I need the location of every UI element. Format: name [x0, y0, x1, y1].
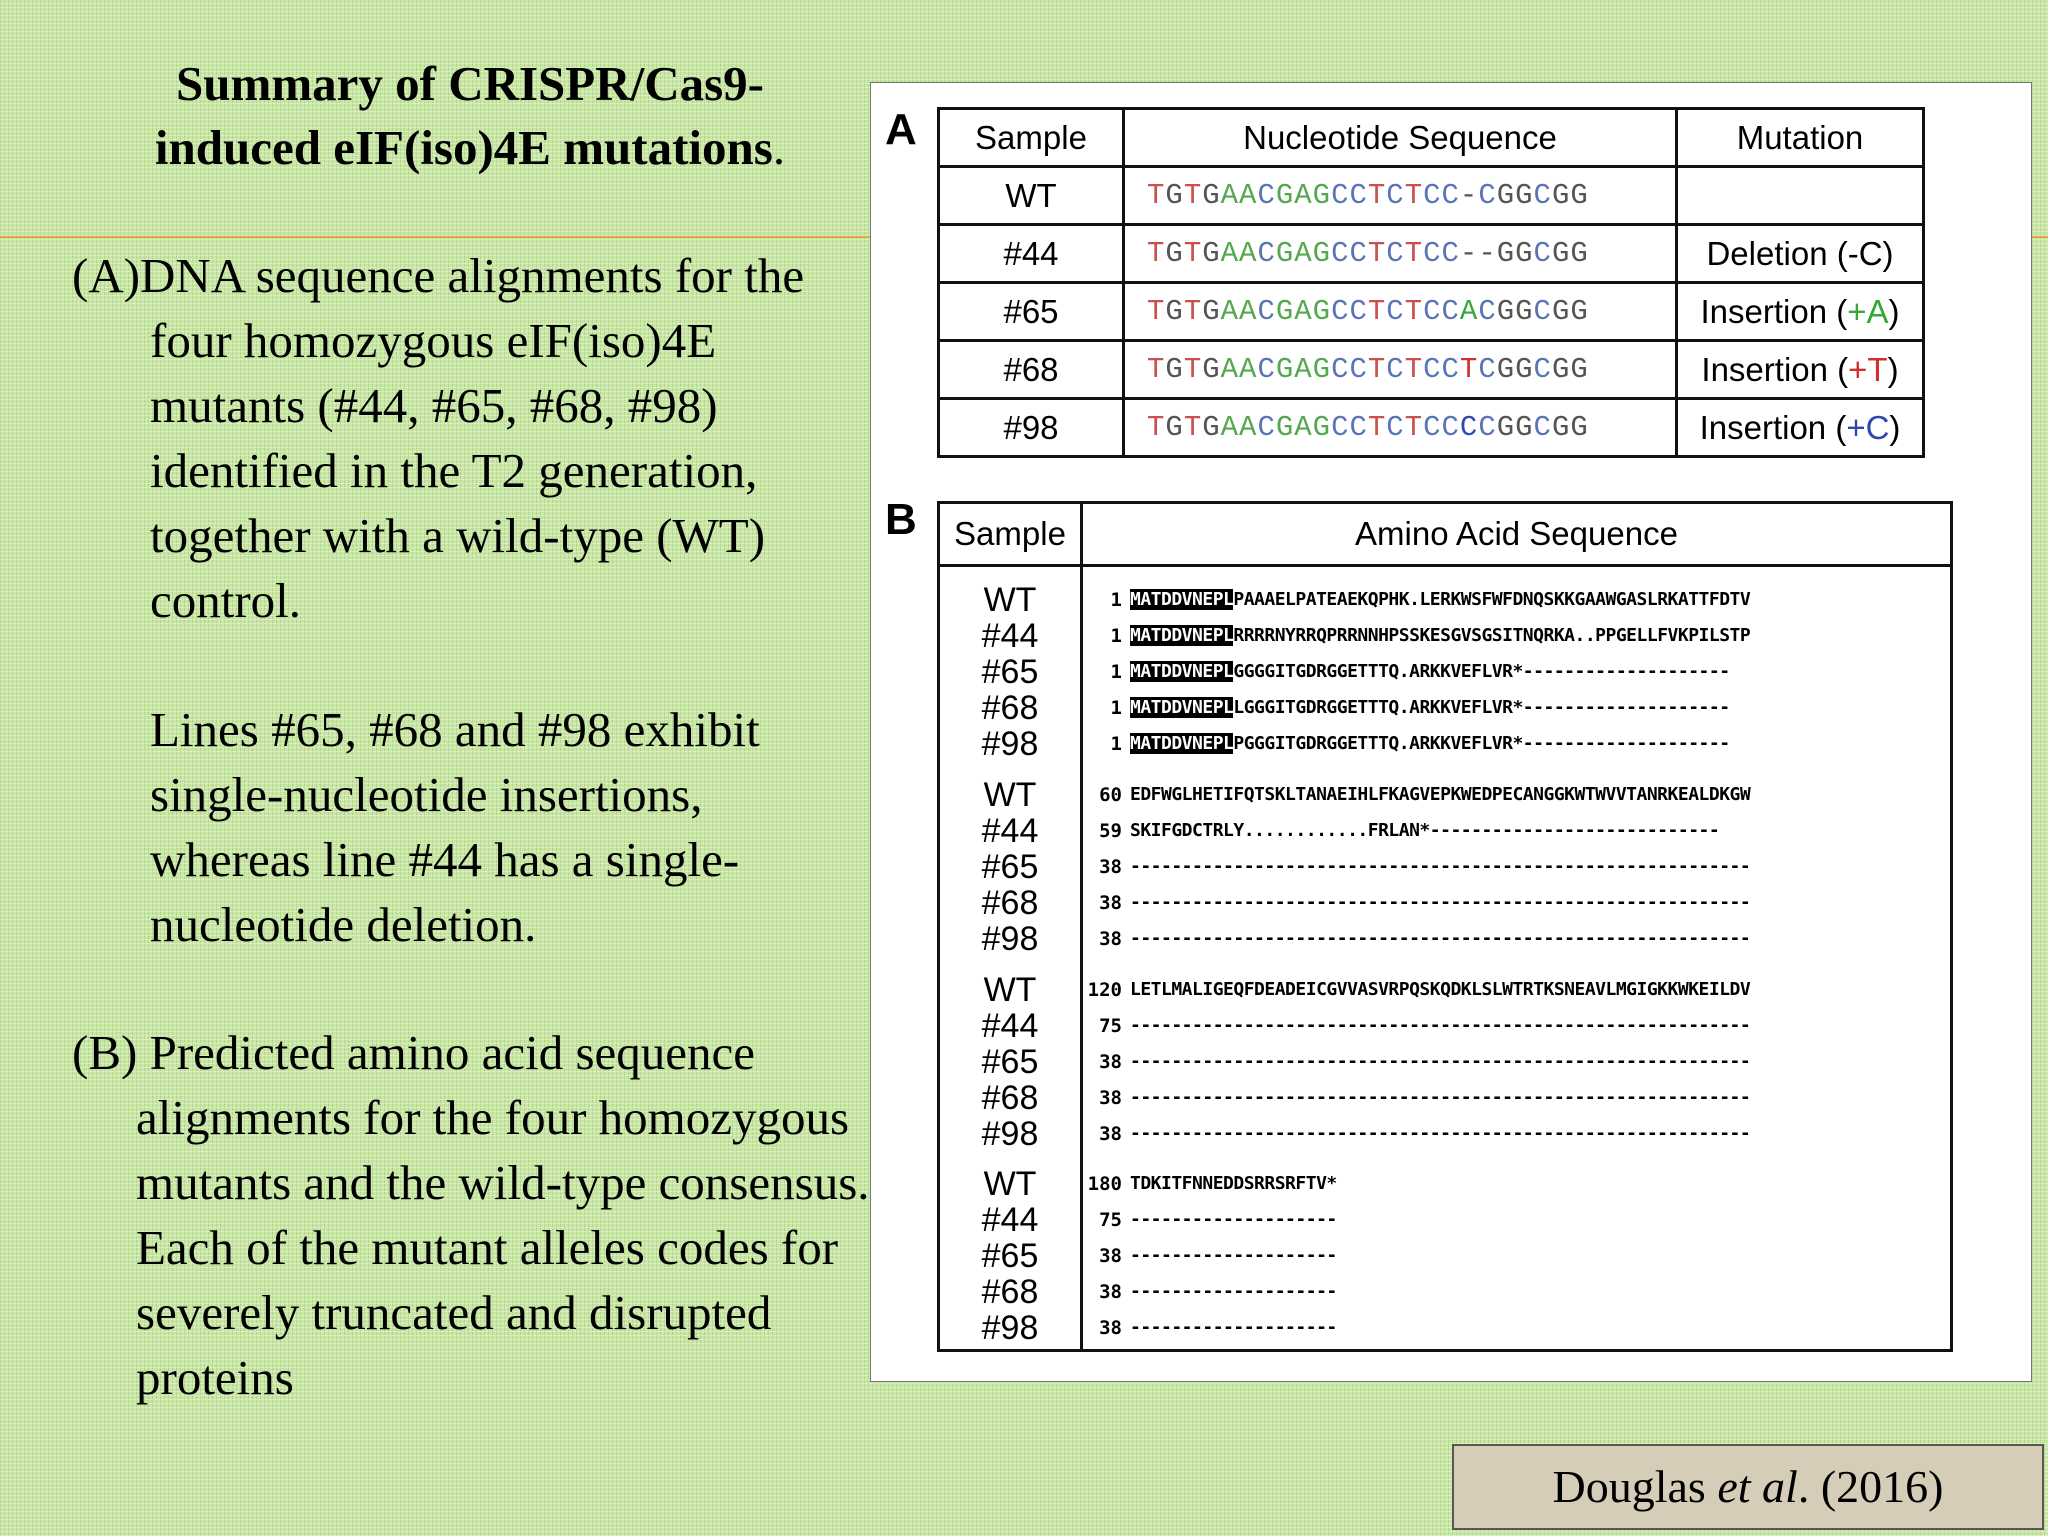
mutation-detail: +T	[1848, 350, 1888, 388]
aa-sample-label: #44	[981, 1007, 1039, 1045]
aa-sample-label: #68	[981, 689, 1039, 727]
nucleotide-row	[939, 167, 1924, 225]
aa-position: 60	[1099, 784, 1122, 806]
aa-sample-label: #65	[981, 653, 1039, 691]
mutation-cell	[1677, 341, 1924, 399]
aa-row	[940, 1080, 1950, 1116]
citation	[1452, 1444, 2044, 1530]
text-a-2: Lines #65, #68 and #98 exhibit single-nucleotide insertions, whereas line #44 has a single-nucleotide deletion.	[150, 702, 760, 952]
label-b: (B)	[72, 1025, 138, 1080]
amino-acid-alignment	[937, 501, 1953, 1352]
aa-sequence	[1130, 582, 1750, 618]
nucleotide-sequence: TGTGAACGAGCCTCTCCACGGCGG	[1124, 283, 1677, 341]
aa-position: 180	[1087, 1173, 1122, 1195]
aa-row	[940, 618, 1950, 654]
aa-conserved-highlight: MATDDVNEPL	[1130, 625, 1234, 646]
figure-panel	[870, 82, 2032, 1382]
aa-sample-label: #65	[981, 848, 1039, 886]
aa-sequence	[1130, 777, 1750, 813]
header-mutation: Mutation	[1677, 109, 1924, 167]
aa-sequence	[1130, 885, 1750, 921]
aa-conserved-highlight: MATDDVNEPL	[1130, 661, 1234, 682]
aa-row	[940, 582, 1950, 618]
citation-etal: et al	[1717, 1461, 1798, 1512]
header-sample: Sample	[939, 109, 1124, 167]
text-a: DNA sequence alignments for the four homozygous eIF(iso)4E mutants (#44, #65, #68, #98) identified in the T2 generation, together with a wild-type (WT) control.	[140, 248, 805, 628]
aa-block	[940, 972, 1950, 1152]
mutation-label: Insertion (	[1699, 408, 1847, 446]
label-a: (A)	[72, 248, 141, 303]
aa-sample-label: #98	[981, 1309, 1039, 1347]
aa-sequence	[1130, 1080, 1750, 1116]
aa-row	[940, 1274, 1950, 1310]
aa-row	[940, 1202, 1950, 1238]
nucleotide-row	[939, 225, 1924, 283]
aa-sample-label: #98	[981, 1115, 1039, 1153]
aa-row	[940, 1008, 1950, 1044]
aa-position: 1	[1110, 733, 1122, 755]
title-suffix: .	[772, 120, 786, 175]
aa-position: 1	[1110, 589, 1122, 611]
aa-row	[940, 777, 1950, 813]
panel-b-letter: B	[885, 495, 917, 544]
aa-header-sequence: Amino Acid Sequence	[1355, 515, 1678, 552]
aa-sequence	[1130, 1166, 1337, 1202]
aa-position: 38	[1099, 928, 1122, 950]
nucleotide-sequence: TGTGAACGAGCCTCTCC--GGCGG	[1124, 225, 1677, 283]
aa-sequence-text: LETLMALIGEQFDEADEICGVVASVRPQSKQDKLSLWTRTKSNEAVLMGIGKKWKEILDV	[1130, 979, 1751, 1000]
aa-sample-label: WT	[983, 1165, 1037, 1203]
nucleotide-table	[937, 107, 1925, 458]
aa-position: 75	[1099, 1209, 1122, 1231]
aa-position: 38	[1099, 1087, 1122, 1109]
aa-conserved-highlight: MATDDVNEPL	[1130, 733, 1234, 754]
nucleotide-row	[939, 399, 1924, 457]
nucleotide-sequence: TGTGAACGAGCCTCTCC-CGGCGG	[1124, 167, 1677, 225]
mutation-cell	[1677, 225, 1924, 283]
aa-row	[940, 654, 1950, 690]
aa-position: 120	[1087, 979, 1122, 1001]
aa-row	[940, 1238, 1950, 1274]
aa-sequence-text: PAAAELPATEAEKQPHK.LERKWSFWFDNQSKKGAAWGASLRKATTFDTV	[1233, 589, 1751, 610]
aa-sequence	[1130, 1238, 1337, 1274]
aa-sample-label: WT	[983, 581, 1037, 619]
aa-sample-label: #44	[981, 812, 1039, 850]
aa-block	[940, 1166, 1950, 1346]
aa-sequence	[1130, 1202, 1337, 1238]
aa-sequence-text: ------------------------------------------------------------	[1130, 892, 1751, 913]
nucleotide-sequence: TGTGAACGAGCCTCTCCTCGGCGG	[1124, 341, 1677, 399]
nucleotide-table-header	[939, 109, 1924, 167]
aa-row	[940, 813, 1950, 849]
nucleotide-sample: #98	[939, 399, 1124, 457]
aa-row	[940, 849, 1950, 885]
title-line-2: induced eIF(iso)4E mutations	[154, 120, 773, 175]
aa-conserved-highlight: MATDDVNEPL	[1130, 697, 1234, 718]
mutation-cell	[1677, 167, 1924, 225]
aa-sample-label: #68	[981, 884, 1039, 922]
slide-title	[100, 52, 840, 180]
aa-block	[940, 777, 1950, 957]
aa-row	[940, 1044, 1950, 1080]
aa-sample-label: #68	[981, 1273, 1039, 1311]
aa-sample-label: WT	[983, 776, 1037, 814]
aa-sample-label: #98	[981, 725, 1039, 763]
aa-sequence	[1130, 690, 1730, 726]
aa-sequence	[1130, 654, 1730, 690]
nucleotide-sample: #65	[939, 283, 1124, 341]
aa-sequence	[1130, 1274, 1337, 1310]
aa-sequence-text: EDFWGLHETIFQTSKLTANAEIHLFKAGVEPKWEDPECANGGKWTWVVTANRKEALDKGW	[1130, 784, 1751, 805]
title-line-1: Summary of CRISPR/Cas9-	[176, 56, 764, 111]
aa-sequence	[1130, 726, 1730, 762]
aa-position: 38	[1099, 1123, 1122, 1145]
nucleotide-sample: #44	[939, 225, 1124, 283]
aa-position: 38	[1099, 856, 1122, 878]
aa-sequence	[1130, 1310, 1337, 1346]
mutation-detail: +C	[1846, 408, 1890, 446]
nucleotide-row	[939, 283, 1924, 341]
nucleotide-sample: WT	[939, 167, 1124, 225]
aa-row	[940, 1166, 1950, 1202]
aa-sample-label: #65	[981, 1237, 1039, 1275]
aa-position: 38	[1099, 892, 1122, 914]
aa-position: 75	[1099, 1015, 1122, 1037]
aa-header-sample: Sample	[954, 515, 1066, 552]
aa-sequence-text: PGGGITGDRGGETTTQ.ARKKVEFLVR*--------------------	[1233, 733, 1730, 754]
mutation-cell	[1677, 283, 1924, 341]
mutation-label: Insertion (	[1701, 350, 1849, 388]
aa-sequence-text: ------------------------------------------------------------	[1130, 928, 1751, 949]
text-b: Predicted amino acid sequence alignments for the four homozygous mutants and the wild-type consensus. Each of the mutant alleles codes for severely truncated and disrupted proteins	[136, 1025, 870, 1405]
aa-conserved-highlight: MATDDVNEPL	[1130, 589, 1234, 610]
aa-sequence-text: --------------------	[1130, 1209, 1337, 1230]
aa-sequence-text: --------------------	[1130, 1281, 1337, 1302]
mutation-detail: +A	[1847, 292, 1889, 330]
aa-sequence-text: --------------------	[1130, 1245, 1337, 1266]
aa-position: 38	[1099, 1281, 1122, 1303]
aa-sequence-text: RRRRNYRRQPRRNNHPSSKESGVSGSITNQRKA..PPGELLFVKPILSTP	[1233, 625, 1751, 646]
aa-position: 38	[1099, 1245, 1122, 1267]
aa-sequence-text: ------------------------------------------------------------	[1130, 1123, 1751, 1144]
aa-sequence	[1130, 1008, 1750, 1044]
paragraph-b	[72, 1020, 872, 1410]
aa-row	[940, 1310, 1950, 1346]
aa-sequence-text: ------------------------------------------------------------	[1130, 1051, 1751, 1072]
aa-sequence-text: TDKITFNNEDDSRRSRFTV*	[1130, 1173, 1337, 1194]
aa-sequence	[1130, 618, 1750, 654]
aa-sequence-text: ------------------------------------------------------------	[1130, 856, 1751, 877]
aa-position: 38	[1099, 1051, 1122, 1073]
aa-position: 38	[1099, 1317, 1122, 1339]
citation-year: . (2016)	[1797, 1461, 1944, 1512]
aa-row	[940, 726, 1950, 762]
aa-sequence-text: SKIFGDCTRLY............FRLAN*----------------------------	[1130, 820, 1720, 841]
aa-position: 59	[1099, 820, 1122, 842]
aa-sequence-text: ------------------------------------------------------------	[1130, 1015, 1751, 1036]
aa-block	[940, 582, 1950, 762]
aa-sample-label: #44	[981, 1201, 1039, 1239]
aa-table-header	[940, 504, 1950, 567]
mutation-label: Deletion (-C)	[1706, 234, 1894, 272]
aa-sample-label: #65	[981, 1043, 1039, 1081]
aa-sequence	[1130, 921, 1750, 957]
mutation-end: )	[1888, 292, 1900, 330]
mutation-end: )	[1889, 408, 1901, 446]
aa-sequence	[1130, 849, 1750, 885]
aa-sequence-text: --------------------	[1130, 1317, 1337, 1338]
aa-sample-label: #44	[981, 617, 1039, 655]
paragraph-a	[72, 243, 872, 633]
aa-sequence-text: ------------------------------------------------------------	[1130, 1087, 1751, 1108]
mutation-cell	[1677, 399, 1924, 457]
mutation-label: Insertion (	[1700, 292, 1848, 330]
panel-a-letter: A	[885, 105, 917, 154]
aa-row	[940, 972, 1950, 1008]
aa-row	[940, 921, 1950, 957]
nucleotide-sample: #68	[939, 341, 1124, 399]
aa-sample-label: #98	[981, 920, 1039, 958]
aa-sample-label: WT	[983, 971, 1037, 1009]
aa-sequence-text: GGGGITGDRGGETTTQ.ARKKVEFLVR*--------------------	[1233, 661, 1730, 682]
aa-position: 1	[1110, 661, 1122, 683]
aa-row	[940, 690, 1950, 726]
nucleotide-row	[939, 341, 1924, 399]
aa-position: 1	[1110, 625, 1122, 647]
aa-sequence	[1130, 1116, 1750, 1152]
citation-author: Douglas	[1552, 1461, 1718, 1512]
aa-row	[940, 885, 1950, 921]
aa-sequence-text: LGGGITGDRGGETTTQ.ARKKVEFLVR*--------------------	[1233, 697, 1730, 718]
mutation-end: )	[1887, 350, 1899, 388]
aa-sequence	[1130, 1044, 1750, 1080]
aa-sequence	[1130, 813, 1719, 849]
aa-sequence	[1130, 972, 1750, 1008]
paragraph-a-2	[150, 697, 870, 957]
nucleotide-sequence: TGTGAACGAGCCTCTCCCCGGCGG	[1124, 399, 1677, 457]
aa-row	[940, 1116, 1950, 1152]
aa-sample-label: #68	[981, 1079, 1039, 1117]
header-nucleotide-sequence: Nucleotide Sequence	[1124, 109, 1677, 167]
aa-position: 1	[1110, 697, 1122, 719]
